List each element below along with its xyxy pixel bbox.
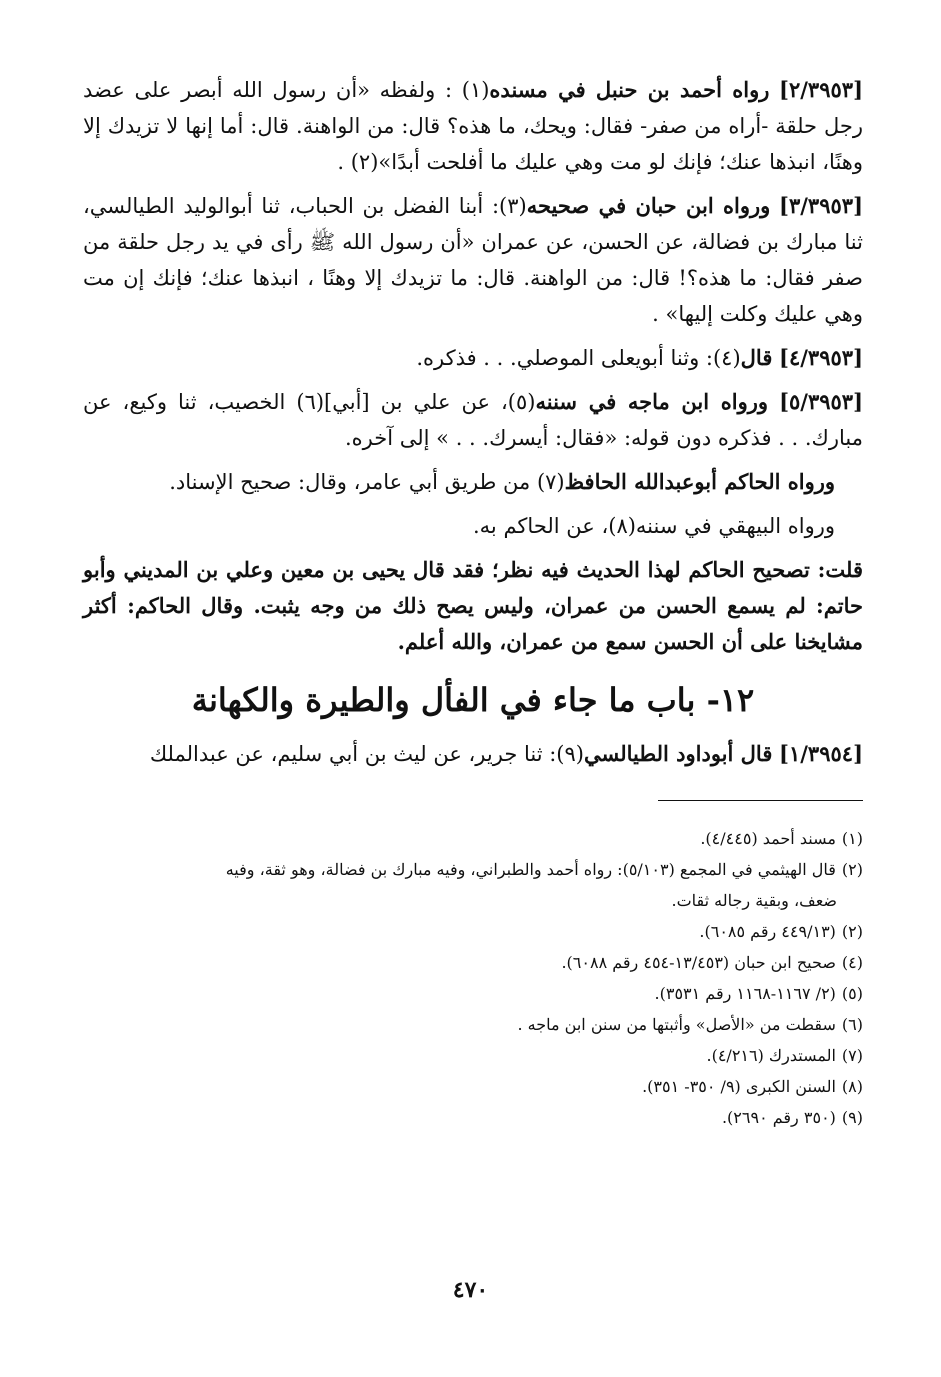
hadith-text: (٥)، عن علي بن [أبي](٦) الخصيب، ثنا وكيع، عن مبارك. . . فذكره دون قوله: «فقال: أيسرك. . . » إلى آخره.: [83, 390, 863, 450]
page-number: ٤٧٠: [452, 1277, 489, 1303]
footnote: [83, 1040, 863, 1071]
hadith-paragraph: [83, 736, 863, 772]
hadith-source: قال: [740, 345, 773, 370]
hadith-reference: [٢/٣٩٥٣]: [779, 77, 863, 102]
footnote-number: (٥): [841, 984, 863, 1003]
footnote-number: (٦): [841, 1015, 863, 1034]
hadith-text: (٤): وثنا أبويعلى الموصلي. . . فذكره.: [416, 346, 741, 370]
footnote-number: (٢): [841, 860, 863, 879]
footnote-text: السنن الكبرى (٩/ ٣٥٠- ٣٥١).: [642, 1077, 836, 1096]
chapter-title: ١٢- باب ما جاء في الفأل والطيرة والكهانة: [191, 681, 755, 719]
footnote-number: (٩): [841, 1108, 863, 1127]
hadith-text: (٩): ثنا جرير، عن ليث بن أبي سليم، عن عبدالملك: [149, 742, 584, 766]
hadith-paragraph: [83, 384, 863, 456]
footnote-text: (٢/ ١١٦٧-١١٦٨ رقم ٣٥٣١).: [654, 984, 836, 1003]
footnote: [83, 947, 863, 978]
footnote: [83, 823, 863, 854]
hadith-reference: [١/٣٩٥٤]: [779, 741, 863, 766]
footnote: [83, 1102, 863, 1133]
footnote-text: المستدرك (٤/٢١٦).: [706, 1046, 836, 1065]
hadith-text: (١) : ولفظه «أن رسول الله أبصر على عضد رجل حلقة -أراه من صفر- فقال: ويحك، ما هذه؟ قال: من الواهنة. قال: أما إنها لا تزيدك إلا وهنًا، انبذها عنك؛ فإنك لو مت وهي عليك ما أفلحت أبدًا»(٢) .: [83, 78, 863, 174]
indented-paragraph: [83, 464, 863, 500]
footnote-continuation: ضعف، وبقية رجاله ثقات.: [671, 891, 837, 910]
hadith-paragraph: [83, 340, 863, 376]
hadith-source: رواه أحمد بن حنبل في مسنده: [489, 77, 770, 102]
footnote-number: (٧): [841, 1046, 863, 1065]
hadith-text: (٣): أبنا الفضل بن الحباب، ثنا أبوالوليد الطيالسي، ثنا مبارك بن فضالة، عن الحسن، عن عمران «أن رسول الله ﷺ رأى في يد رجل حلقة من صفر فقال: ما هذه؟! قال: من الواهنة. قال: ما تزيدك إلا وهنًا ، انبذها عنك؛ فإنك إن مت وهي عليك وكلت إليها» .: [83, 194, 863, 326]
footnote-text: (٣٥٠ رقم ٢٦٩٠).: [721, 1108, 836, 1127]
footnote-text: سقطت من «الأصل» وأثبتها من سنن ابن ماجه .: [517, 1015, 836, 1034]
footnote-text: قال الهيثمي في المجمع (٥/١٠٣): رواه أحمد والطبراني، وفيه مبارك بن فضالة، وهو ثقة، وفيه: [225, 860, 836, 879]
footnote: [83, 1009, 863, 1040]
footnote: [83, 1071, 863, 1102]
hadith-source: ورواه ابن ماجه في سننه: [535, 389, 769, 414]
footnote-separator: [658, 800, 863, 801]
hadith-text: (٧) من طريق أبي عامر، وقال: صحيح الإسناد.: [169, 470, 565, 494]
footnote-number: (١): [841, 829, 863, 848]
footnote-number: (٤): [841, 953, 863, 972]
page-body: [83, 72, 863, 1133]
footnote-text: (٤٤٩/١٣ رقم ٦٠٨٥).: [699, 922, 836, 941]
footnotes: [83, 823, 863, 1133]
indented-paragraph: [83, 508, 863, 544]
hadith-source: ورواه ابن حبان في صحيحه: [526, 193, 771, 218]
footnote-number: (٢): [841, 922, 863, 941]
hadith-reference: [٤/٣٩٥٣]: [779, 345, 863, 370]
hadith-source: ورواه الحاكم أبوعبدالله الحافظ: [564, 469, 835, 494]
hadith-paragraph: [83, 72, 863, 180]
footnote: [83, 854, 863, 916]
footnote-number: (٨): [841, 1077, 863, 1096]
hadith-source: قال أبوداود الطيالسي: [584, 741, 773, 766]
footnote-text: صحيح ابن حبان (١٣/٤٥٣-٤٥٤ رقم ٦٠٨٨).: [561, 953, 836, 972]
footnote-text: مسند أحمد (٤/٤٤٥).: [700, 829, 836, 848]
hadith-paragraph: [83, 188, 863, 332]
hadith-reference: [٣/٣٩٥٣]: [779, 193, 863, 218]
footnote: [83, 916, 863, 947]
author-note: قلت: تصحيح الحاكم لهذا الحديث فيه نظر؛ فقد قال يحيى بن معين وعلي بن المديني وأبو حاتم: لم يسمع الحسن من عمران، وليس يصح ذلك من وجه يثبت. وقال الحاكم: أكثر مشايخنا على أن الحسن سمع من عمران، والله أعلم.: [83, 557, 863, 654]
hadith-text: ورواه البيهقي في سننه(٨)، عن الحاكم به.: [473, 514, 835, 538]
footnote: [83, 978, 863, 1009]
hadith-reference: [٥/٣٩٥٣]: [779, 389, 864, 414]
